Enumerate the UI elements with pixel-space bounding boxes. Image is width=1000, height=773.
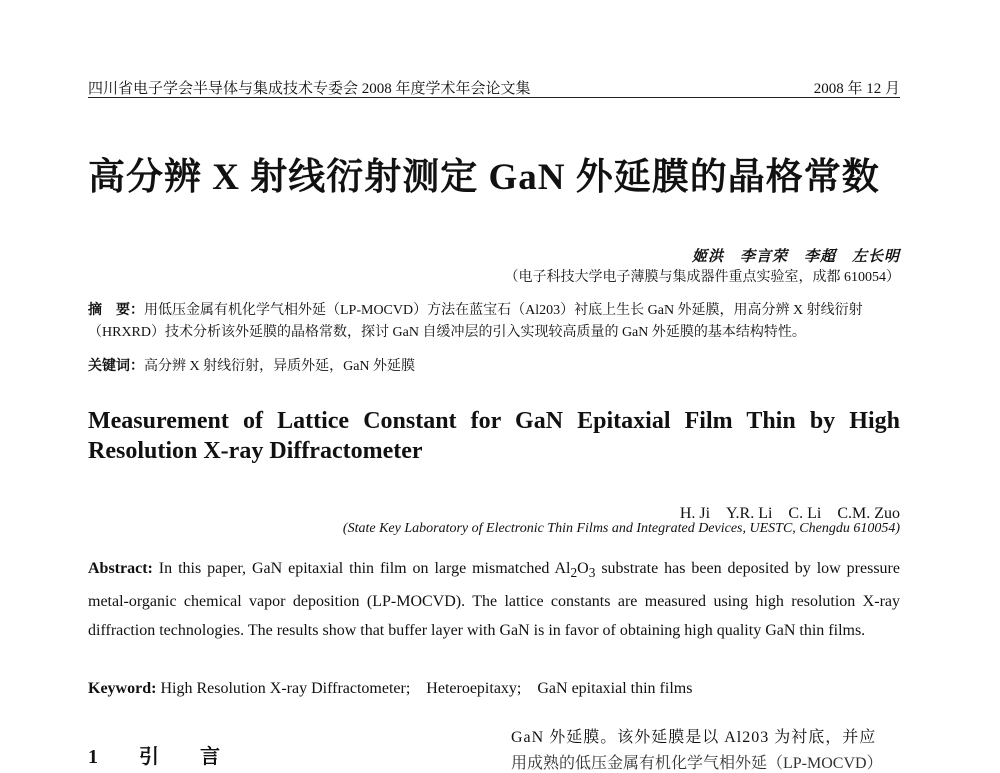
subscript-3: 3 — [588, 565, 596, 581]
keywords-chinese-text: 高分辨 X 射线衍射，异质外延，GaN 外延膜 — [144, 359, 416, 374]
abstract-english-text-a: In this paper, GaN epitaxial thin film on large mismatched Al — [152, 560, 571, 577]
header-date: 2008 年 12 月 — [813, 81, 900, 97]
abstract-chinese-text: 用低压金属有机化学气相外延（LP-MOCVD）方法在蓝宝石（Al203）衬底上生长 GaN 外延膜，用高分辨 X 射线衍射（HRXRD）技术分析该外延膜的晶格常数，探讨 GaN 自缓冲层的引入实现较高质量的 GaN 外延膜的基本结构特性。 — [88, 303, 863, 340]
keywords-chinese-label: 关键词： — [88, 359, 144, 374]
abstract-english-oxygen: O — [577, 560, 589, 577]
paper-title-chinese: 高分辨 X 射线衍射测定 GaN 外延膜的晶格常数 — [88, 157, 880, 198]
abstract-english-text-b: substrate has been deposited by low pressure metal-organic chemical vapor deposition (LP-MOCVD). The lattice constants are measured using high resolution X-ray diffraction technologies. The results show that buffer layer with GaN is in favor of obtaining high quality GaN thin films. — [88, 560, 900, 640]
authors-english: H. Ji Y.R. Li C. Li C.M. Zuo — [679, 505, 900, 522]
keywords-english-text: High Resolution X-ray Diffractometer; Heteroepitaxy; GaN epitaxial thin films — [156, 680, 693, 697]
affiliation-english: (State Key Laboratory of Electronic Thin Films and Integrated Devices, UESTC, Chengdu 610054) — [342, 521, 900, 536]
body-text-column2-line1: GaN 外延膜。该外延膜是以 Al203 为衬底，并应 — [511, 729, 877, 746]
abstract-english-label: Abstract: — [88, 560, 153, 577]
affiliation-chinese: （电子科技大学电子薄膜与集成器件重点实验室，成都 610054） — [504, 270, 900, 285]
authors-chinese: 姬洪 李言荣 李超 左长明 — [691, 249, 900, 265]
keywords-english-label: Keyword: — [88, 680, 157, 697]
abstract-english — [88, 554, 900, 645]
abstract-chinese — [88, 300, 900, 344]
abstract-chinese-label: 摘 要： — [88, 303, 144, 318]
body-text-column2-line2: 用成熟的低压金属有机化学气相外延（LP-MOCVD） — [511, 755, 883, 772]
keywords-chinese — [88, 355, 900, 375]
paper-title-english: Measurement of Lattice Constant for GaN Epitaxial Film Thin by High Resolution X-ray Diffractometer — [88, 408, 900, 464]
subscript-2: 2 — [570, 565, 578, 581]
section-heading-introduction: 1 引 言 — [88, 746, 238, 768]
header-proceedings-title: 四川省电子学会半导体与集成技术专委会 2008 年度学术年会论文集 — [88, 81, 531, 97]
keywords-english — [88, 675, 900, 698]
running-header — [88, 75, 900, 98]
